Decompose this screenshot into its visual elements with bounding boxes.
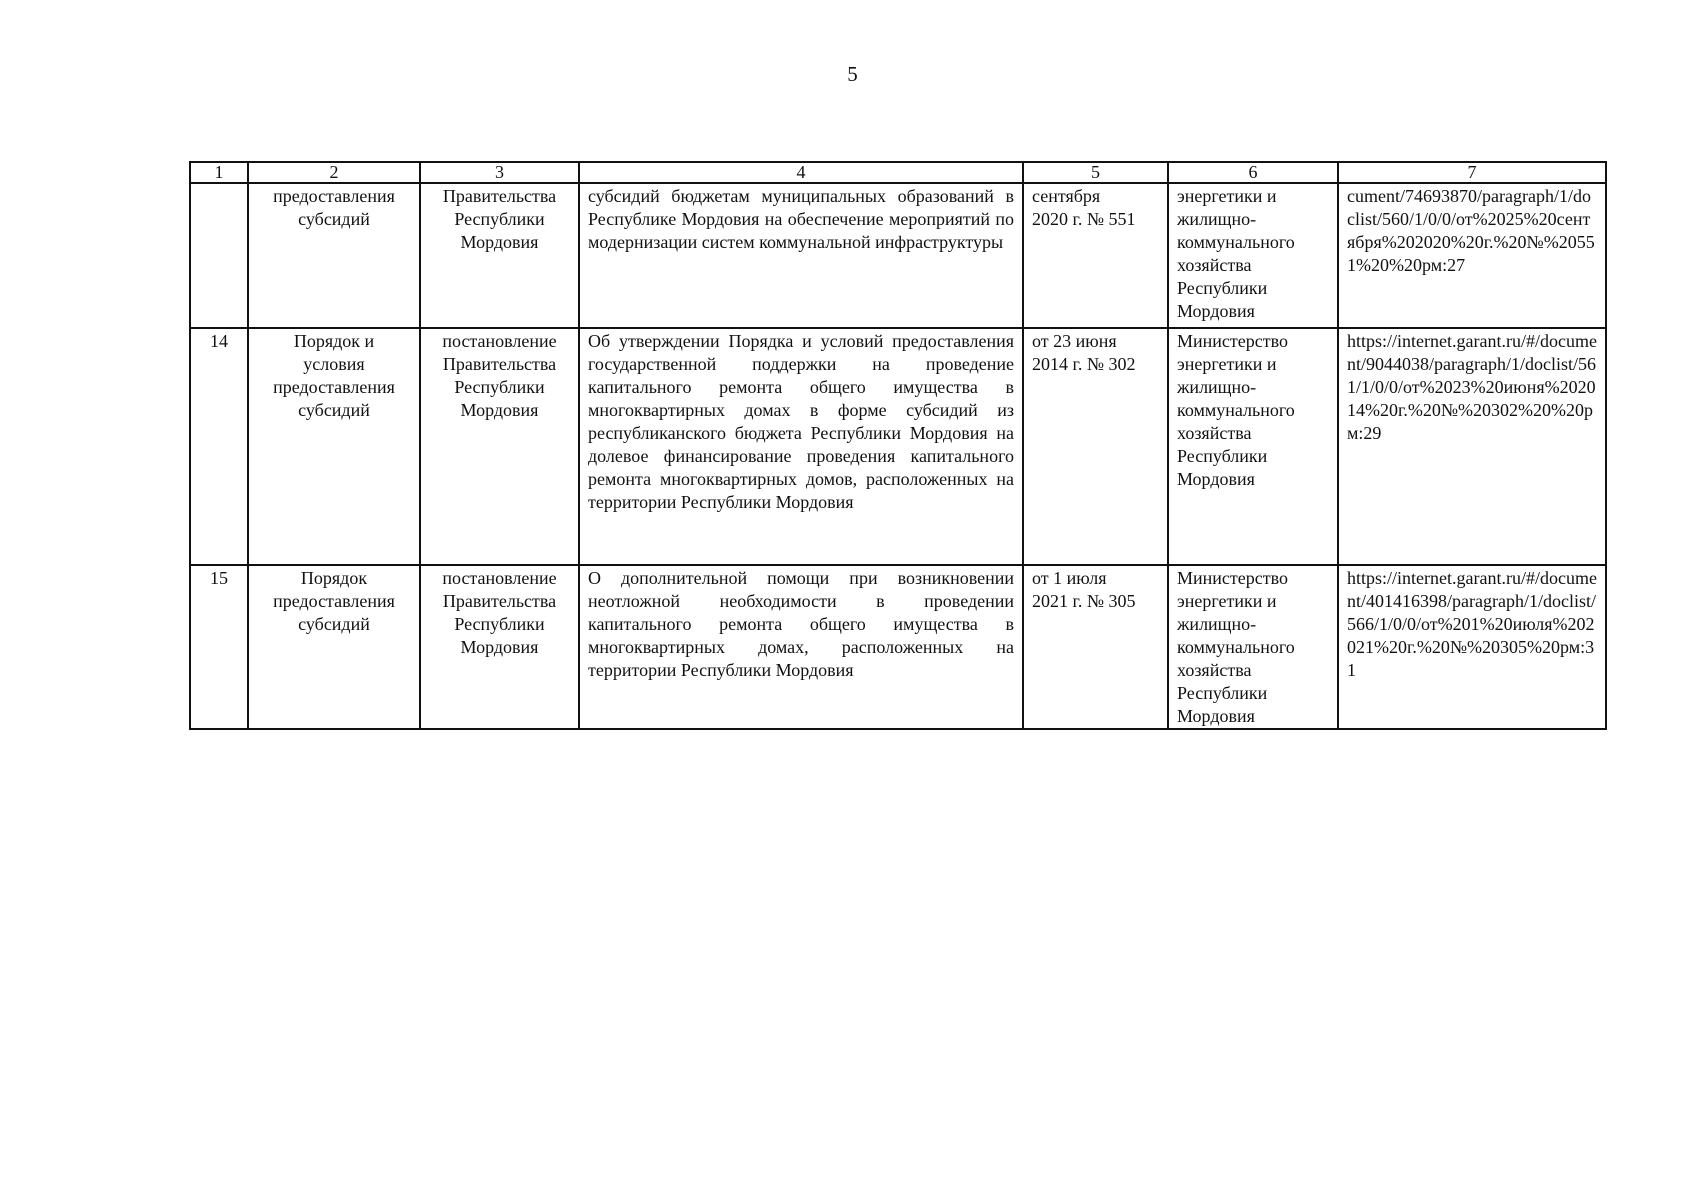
act-name: предоставления субсидий [248, 183, 420, 328]
act-authority: энергетики и жилищно- коммунального хозяйства Республики Мордовия [1168, 183, 1338, 328]
column-header-4: 4 [579, 162, 1023, 183]
column-header-6: 6 [1168, 162, 1338, 183]
act-type: постановление Правительства Республики Мордовия [420, 565, 579, 729]
column-header-5: 5 [1023, 162, 1168, 183]
act-authority: Министерство энергетики и жилищно- коммунального хозяйства Республики Мордовия [1168, 565, 1338, 729]
registry-table [189, 161, 1607, 730]
column-header-7: 7 [1338, 162, 1606, 183]
act-authority: Министерство энергетики и жилищно- коммунального хозяйства Республики Мордовия [1168, 328, 1338, 565]
row-number: 15 [190, 565, 248, 729]
table-row [190, 183, 1606, 328]
act-link: https://internet.garant.ru/#/document/401416398/paragraph/1/doclist/566/1/0/0/от%201%20июля%202021%20г.%20№%20305%20рм:31 [1338, 565, 1606, 729]
act-date: сентября 2020 г. № 551 [1023, 183, 1168, 328]
page-number: 5 [847, 62, 858, 86]
row-number: 14 [190, 328, 248, 565]
column-header-1: 1 [190, 162, 248, 183]
column-header-2: 2 [248, 162, 420, 183]
act-name: Порядок предоставления субсидий [248, 565, 420, 729]
act-date: от 23 июня 2014 г. № 302 [1023, 328, 1168, 565]
act-link: https://internet.garant.ru/#/document/9044038/paragraph/1/doclist/561/1/0/0/от%2023%20июня%202014%20г.%20№%20302%20%20рм:29 [1338, 328, 1606, 565]
act-title: О дополнительной помощи при возникновении неотложной необходимости в проведении капитального ремонта общего имущества в многоквартирных домах, расположенных на территории Республики Мордовия [579, 565, 1023, 729]
act-link: cument/74693870/paragraph/1/doclist/560/1/0/0/от%2025%20сентября%202020%20г.%20№%20551%20%20рм:27 [1338, 183, 1606, 328]
header-row [190, 162, 1606, 183]
act-type: Правительства Республики Мордовия [420, 183, 579, 328]
table-row [190, 565, 1606, 729]
column-header-3: 3 [420, 162, 579, 183]
act-title: субсидий бюджетам муниципальных образований в Республике Мордовия на обеспечение мероприятий по модернизации систем коммунальной инфраструктуры [579, 183, 1023, 328]
act-type: постановление Правительства Республики Мордовия [420, 328, 579, 565]
act-name: Порядок и условия предоставления субсидий [248, 328, 420, 565]
row-number [190, 183, 248, 328]
act-title: Об утверждении Порядка и условий предоставления государственной поддержки на проведение капитального ремонта общего имущества в многоквартирных домах в форме субсидий из республиканского бюджета Республики Мордовия на долевое финансирование проведения капитального ремонта многоквартирных домов, расположенных на территории Республики Мордовия [579, 328, 1023, 565]
act-date: от 1 июля 2021 г. № 305 [1023, 565, 1168, 729]
table-row [190, 328, 1606, 565]
